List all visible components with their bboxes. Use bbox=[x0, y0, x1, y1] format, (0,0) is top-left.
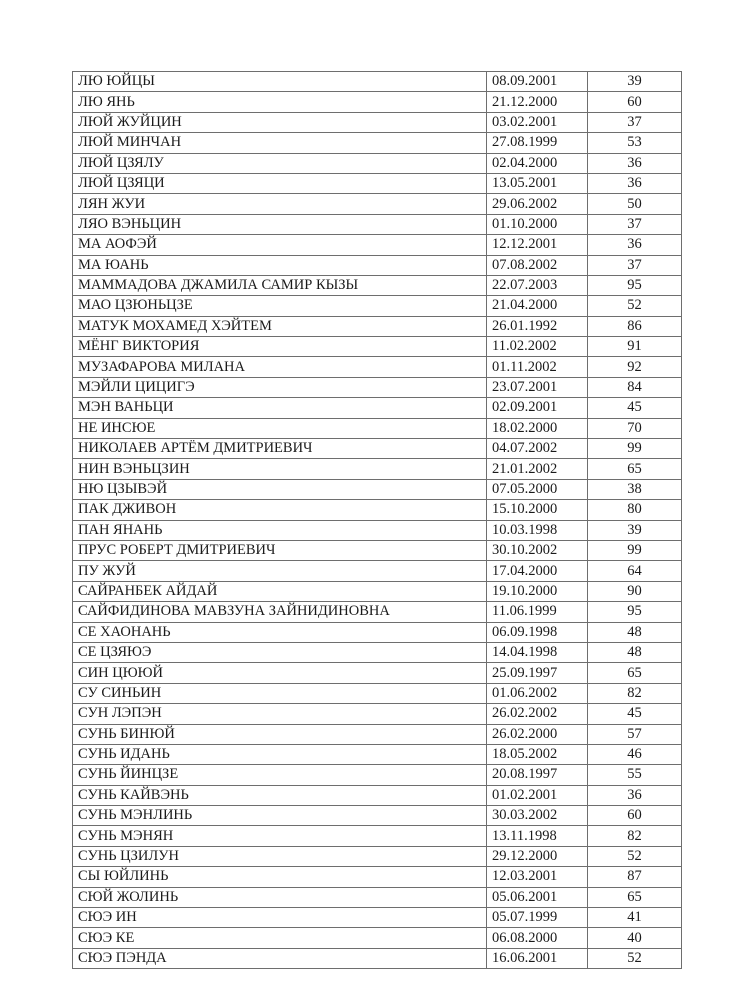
name-cell: ЛЮЙ ЖУЙЦИН bbox=[73, 112, 487, 132]
birth-date-cell: 15.10.2000 bbox=[487, 500, 588, 520]
score-cell: 60 bbox=[588, 92, 682, 112]
table-row bbox=[73, 581, 682, 601]
score-cell: 82 bbox=[588, 683, 682, 703]
name-cell: СЮЭ ПЭНДА bbox=[73, 948, 487, 968]
score-cell: 53 bbox=[588, 133, 682, 153]
birth-date-cell: 27.08.1999 bbox=[487, 133, 588, 153]
score-cell: 36 bbox=[588, 153, 682, 173]
table-row bbox=[73, 214, 682, 234]
name-cell: МАММАДОВА ДЖАМИЛА САМИР КЫЗЫ bbox=[73, 275, 487, 295]
birth-date-cell: 20.08.1997 bbox=[487, 765, 588, 785]
table-row bbox=[73, 887, 682, 907]
table-row bbox=[73, 826, 682, 846]
score-cell: 37 bbox=[588, 112, 682, 132]
name-cell: СУН ЛЭПЭН bbox=[73, 704, 487, 724]
name-cell: НИН ВЭНЬЦЗИН bbox=[73, 459, 487, 479]
score-cell: 65 bbox=[588, 663, 682, 683]
birth-date-cell: 04.07.2002 bbox=[487, 439, 588, 459]
score-cell: 46 bbox=[588, 744, 682, 764]
birth-date-cell: 29.06.2002 bbox=[487, 194, 588, 214]
score-cell: 87 bbox=[588, 867, 682, 887]
name-cell: МА ЮАНЬ bbox=[73, 255, 487, 275]
score-cell: 48 bbox=[588, 642, 682, 662]
birth-date-cell: 05.07.1999 bbox=[487, 908, 588, 928]
table-row bbox=[73, 275, 682, 295]
name-cell: СЮЭ КЕ bbox=[73, 928, 487, 948]
birth-date-cell: 12.03.2001 bbox=[487, 867, 588, 887]
birth-date-cell: 11.02.2002 bbox=[487, 337, 588, 357]
score-cell: 80 bbox=[588, 500, 682, 520]
score-cell: 52 bbox=[588, 846, 682, 866]
table-row bbox=[73, 704, 682, 724]
table-row bbox=[73, 520, 682, 540]
birth-date-cell: 26.01.1992 bbox=[487, 316, 588, 336]
score-cell: 45 bbox=[588, 398, 682, 418]
birth-date-cell: 17.04.2000 bbox=[487, 561, 588, 581]
table-row bbox=[73, 398, 682, 418]
name-cell: СЕ ЦЗЯЮЭ bbox=[73, 642, 487, 662]
table-row bbox=[73, 540, 682, 560]
birth-date-cell: 30.03.2002 bbox=[487, 806, 588, 826]
birth-date-cell: 13.05.2001 bbox=[487, 173, 588, 193]
birth-date-cell: 06.09.1998 bbox=[487, 622, 588, 642]
birth-date-cell: 01.06.2002 bbox=[487, 683, 588, 703]
birth-date-cell: 12.12.2001 bbox=[487, 235, 588, 255]
table-row bbox=[73, 846, 682, 866]
name-cell: ЛЮ ЮЙЦЫ bbox=[73, 72, 487, 92]
score-cell: 70 bbox=[588, 418, 682, 438]
table-row bbox=[73, 806, 682, 826]
table-row bbox=[73, 602, 682, 622]
score-cell: 39 bbox=[588, 520, 682, 540]
birth-date-cell: 19.10.2000 bbox=[487, 581, 588, 601]
birth-date-cell: 13.11.1998 bbox=[487, 826, 588, 846]
score-cell: 37 bbox=[588, 214, 682, 234]
table-row bbox=[73, 439, 682, 459]
name-cell: МА АОФЭЙ bbox=[73, 235, 487, 255]
score-cell: 92 bbox=[588, 357, 682, 377]
score-cell: 91 bbox=[588, 337, 682, 357]
table-row bbox=[73, 500, 682, 520]
score-cell: 55 bbox=[588, 765, 682, 785]
name-cell: ЛЮЙ МИНЧАН bbox=[73, 133, 487, 153]
score-cell: 52 bbox=[588, 296, 682, 316]
name-cell: СУНЬ МЭНЯН bbox=[73, 826, 487, 846]
birth-date-cell: 01.11.2002 bbox=[487, 357, 588, 377]
name-cell: НЕ ИНСЮЕ bbox=[73, 418, 487, 438]
name-cell: НЮ ЦЗЫВЭЙ bbox=[73, 479, 487, 499]
score-cell: 99 bbox=[588, 439, 682, 459]
table-row bbox=[73, 316, 682, 336]
name-cell: МЁНГ ВИКТОРИЯ bbox=[73, 337, 487, 357]
birth-date-cell: 14.04.1998 bbox=[487, 642, 588, 662]
birth-date-cell: 02.04.2000 bbox=[487, 153, 588, 173]
birth-date-cell: 21.12.2000 bbox=[487, 92, 588, 112]
name-cell: СУНЬ КАЙВЭНЬ bbox=[73, 785, 487, 805]
table-row bbox=[73, 235, 682, 255]
table-row bbox=[73, 459, 682, 479]
birth-date-cell: 07.05.2000 bbox=[487, 479, 588, 499]
birth-date-cell: 16.06.2001 bbox=[487, 948, 588, 968]
table-row bbox=[73, 337, 682, 357]
score-cell: 38 bbox=[588, 479, 682, 499]
birth-date-cell: 11.06.1999 bbox=[487, 602, 588, 622]
score-cell: 57 bbox=[588, 724, 682, 744]
name-cell: СЮЙ ЖОЛИНЬ bbox=[73, 887, 487, 907]
birth-date-cell: 22.07.2003 bbox=[487, 275, 588, 295]
table-row bbox=[73, 479, 682, 499]
table-row bbox=[73, 153, 682, 173]
birth-date-cell: 02.09.2001 bbox=[487, 398, 588, 418]
birth-date-cell: 05.06.2001 bbox=[487, 887, 588, 907]
table-row bbox=[73, 724, 682, 744]
score-cell: 37 bbox=[588, 255, 682, 275]
name-cell: ЛЯО ВЭНЬЦИН bbox=[73, 214, 487, 234]
table-row bbox=[73, 173, 682, 193]
birth-date-cell: 10.03.1998 bbox=[487, 520, 588, 540]
score-cell: 36 bbox=[588, 235, 682, 255]
score-cell: 99 bbox=[588, 540, 682, 560]
score-cell: 48 bbox=[588, 622, 682, 642]
table-row bbox=[73, 561, 682, 581]
birth-date-cell: 26.02.2002 bbox=[487, 704, 588, 724]
name-cell: ПРУС РОБЕРТ ДМИТРИЕВИЧ bbox=[73, 540, 487, 560]
table-row bbox=[73, 72, 682, 92]
score-cell: 65 bbox=[588, 459, 682, 479]
name-cell: ЛЯН ЖУИ bbox=[73, 194, 487, 214]
score-cell: 90 bbox=[588, 581, 682, 601]
birth-date-cell: 30.10.2002 bbox=[487, 540, 588, 560]
name-cell: СЮЭ ИН bbox=[73, 908, 487, 928]
birth-date-cell: 25.09.1997 bbox=[487, 663, 588, 683]
score-cell: 86 bbox=[588, 316, 682, 336]
table-row bbox=[73, 194, 682, 214]
name-cell: МЭН ВАНЬЦИ bbox=[73, 398, 487, 418]
table-row bbox=[73, 296, 682, 316]
table-row bbox=[73, 908, 682, 928]
score-cell: 52 bbox=[588, 948, 682, 968]
name-cell: МЭЙЛИ ЦИЦИГЭ bbox=[73, 377, 487, 397]
name-cell: МУЗАФАРОВА МИЛАНА bbox=[73, 357, 487, 377]
name-cell: СУ СИНЬИН bbox=[73, 683, 487, 703]
name-cell: СУНЬ ЙИНЦЗЕ bbox=[73, 765, 487, 785]
birth-date-cell: 07.08.2002 bbox=[487, 255, 588, 275]
table-row bbox=[73, 928, 682, 948]
score-cell: 65 bbox=[588, 887, 682, 907]
table-row bbox=[73, 642, 682, 662]
birth-date-cell: 06.08.2000 bbox=[487, 928, 588, 948]
score-cell: 41 bbox=[588, 908, 682, 928]
table-row bbox=[73, 867, 682, 887]
table-row bbox=[73, 785, 682, 805]
results-table bbox=[72, 71, 682, 969]
birth-date-cell: 01.10.2000 bbox=[487, 214, 588, 234]
name-cell: ЛЮ ЯНЬ bbox=[73, 92, 487, 112]
birth-date-cell: 18.02.2000 bbox=[487, 418, 588, 438]
table-row bbox=[73, 765, 682, 785]
name-cell: СУНЬ ЦЗИЛУН bbox=[73, 846, 487, 866]
name-cell: СУНЬ ИДАНЬ bbox=[73, 744, 487, 764]
table-row bbox=[73, 133, 682, 153]
score-cell: 82 bbox=[588, 826, 682, 846]
score-cell: 95 bbox=[588, 602, 682, 622]
name-cell: СУНЬ БИНЮЙ bbox=[73, 724, 487, 744]
score-cell: 64 bbox=[588, 561, 682, 581]
birth-date-cell: 18.05.2002 bbox=[487, 744, 588, 764]
name-cell: САЙРАНБЕК АЙДАЙ bbox=[73, 581, 487, 601]
birth-date-cell: 08.09.2001 bbox=[487, 72, 588, 92]
name-cell: ПУ ЖУЙ bbox=[73, 561, 487, 581]
name-cell: ПАК ДЖИВОН bbox=[73, 500, 487, 520]
table-row bbox=[73, 92, 682, 112]
name-cell: ЛЮЙ ЦЗЯЛУ bbox=[73, 153, 487, 173]
table-row bbox=[73, 663, 682, 683]
score-cell: 39 bbox=[588, 72, 682, 92]
name-cell: МАТУК МОХАМЕД ХЭЙТЕМ bbox=[73, 316, 487, 336]
birth-date-cell: 21.04.2000 bbox=[487, 296, 588, 316]
score-cell: 84 bbox=[588, 377, 682, 397]
table-row bbox=[73, 622, 682, 642]
score-cell: 36 bbox=[588, 785, 682, 805]
birth-date-cell: 23.07.2001 bbox=[487, 377, 588, 397]
birth-date-cell: 01.02.2001 bbox=[487, 785, 588, 805]
name-cell: НИКОЛАЕВ АРТЁМ ДМИТРИЕВИЧ bbox=[73, 439, 487, 459]
name-cell: ПАН ЯНАНЬ bbox=[73, 520, 487, 540]
table-row bbox=[73, 377, 682, 397]
table-row bbox=[73, 357, 682, 377]
birth-date-cell: 21.01.2002 bbox=[487, 459, 588, 479]
table-row bbox=[73, 683, 682, 703]
score-cell: 36 bbox=[588, 173, 682, 193]
score-cell: 45 bbox=[588, 704, 682, 724]
birth-date-cell: 29.12.2000 bbox=[487, 846, 588, 866]
name-cell: СЫ ЮЙЛИНЬ bbox=[73, 867, 487, 887]
score-cell: 40 bbox=[588, 928, 682, 948]
table-row bbox=[73, 948, 682, 968]
name-cell: СУНЬ МЭНЛИНЬ bbox=[73, 806, 487, 826]
table-row bbox=[73, 418, 682, 438]
score-cell: 95 bbox=[588, 275, 682, 295]
name-cell: МАО ЦЗЮНЬЦЗЕ bbox=[73, 296, 487, 316]
name-cell: СИН ЦЮЮЙ bbox=[73, 663, 487, 683]
results-table-body bbox=[73, 72, 682, 969]
table-row bbox=[73, 255, 682, 275]
table-row bbox=[73, 112, 682, 132]
name-cell: СЕ ХАОНАНЬ bbox=[73, 622, 487, 642]
table-row bbox=[73, 744, 682, 764]
score-cell: 50 bbox=[588, 194, 682, 214]
birth-date-cell: 26.02.2000 bbox=[487, 724, 588, 744]
birth-date-cell: 03.02.2001 bbox=[487, 112, 588, 132]
name-cell: ЛЮЙ ЦЗЯЦИ bbox=[73, 173, 487, 193]
name-cell: САЙФИДИНОВА МАВЗУНА ЗАЙНИДИНОВНА bbox=[73, 602, 487, 622]
score-cell: 60 bbox=[588, 806, 682, 826]
